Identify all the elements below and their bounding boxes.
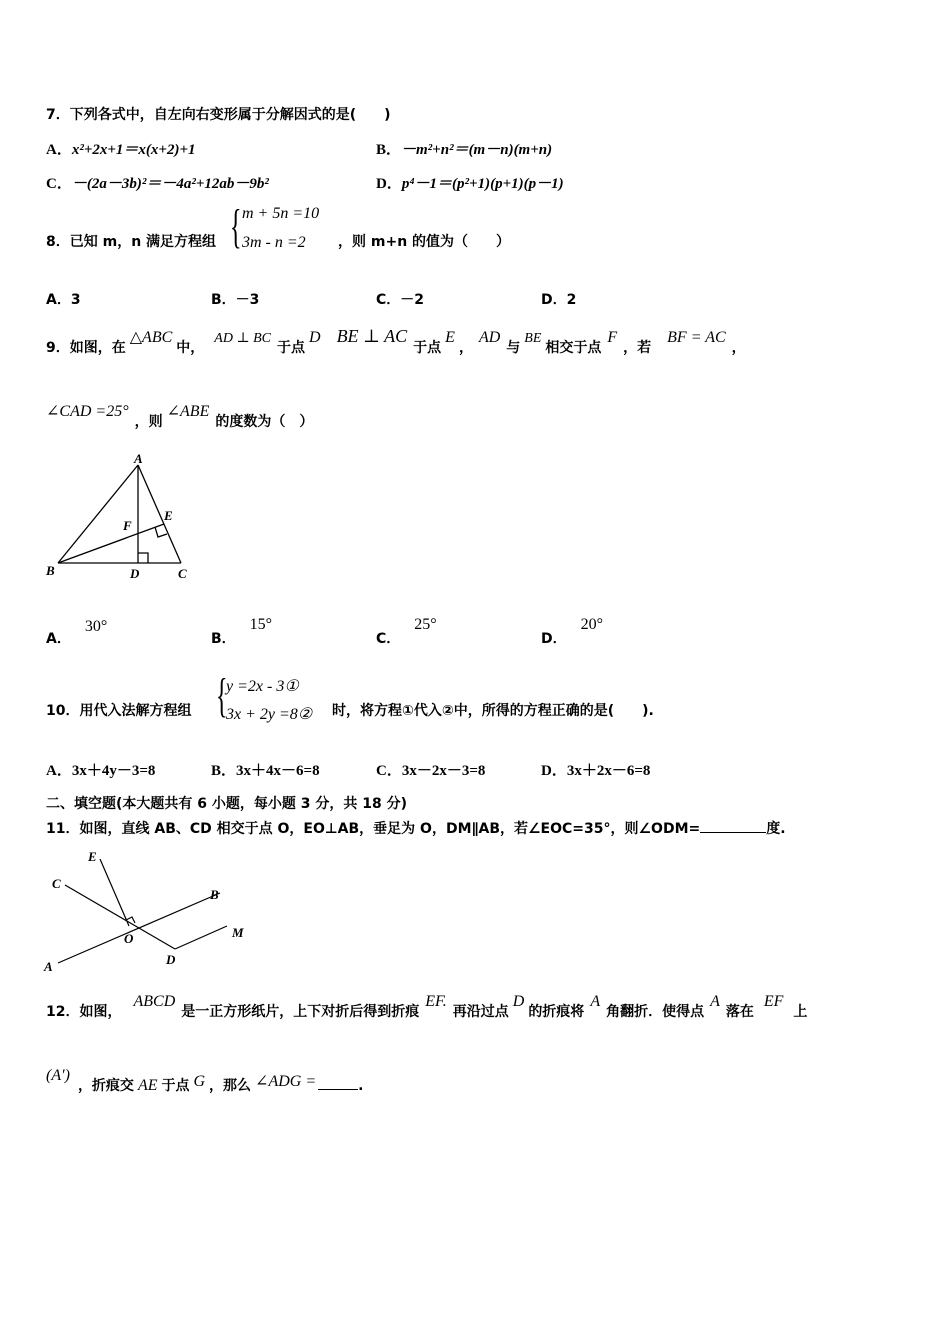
q12-text: 落在 <box>725 1004 754 1020</box>
option-label: D． <box>541 292 567 308</box>
q9-line-ac <box>138 465 181 563</box>
option-label: B． <box>376 142 402 158</box>
q12-text: 的折痕将 <box>528 1004 585 1020</box>
option-text: －2 <box>400 292 425 308</box>
q11-tail: 度. <box>766 821 786 837</box>
q9-text: ， <box>458 340 473 356</box>
q12-text: ，折痕交 <box>77 1078 134 1094</box>
option-text: 3x＋4y－3=8 <box>71 763 156 779</box>
q12-text: 12．如图， <box>46 1004 122 1020</box>
q12-math-ef2: EF <box>763 993 784 1010</box>
q10-option-c[interactable] <box>376 759 485 780</box>
option-label: C． <box>46 176 72 192</box>
q8-option-b[interactable] <box>211 289 259 309</box>
q9-option-d[interactable] <box>541 616 604 648</box>
q8-eq2: 3m - n =2 <box>242 234 306 251</box>
q9-label-a: A <box>134 451 143 466</box>
q11-label-c: C <box>52 876 61 891</box>
q12-math-angle-adg: ∠ADG = <box>255 1073 317 1090</box>
q10-eq2: 3x + 2y =8② <box>226 706 313 723</box>
option-text: 30° <box>84 618 108 635</box>
q12-text: 角翻折．使得点 <box>606 1004 705 1020</box>
q11-label-a: A <box>44 959 53 974</box>
q9-math-angle-abe: ∠ABE <box>166 403 210 420</box>
q11-text: 11．如图，直线 AB、CD 相交于点 O，EO⊥AB，垂足为 O，DM∥AB，若∠EOC=35°，则∠ODM= <box>46 821 701 837</box>
option-label: C． <box>376 763 402 779</box>
q11-line-eo <box>100 859 129 926</box>
option-label: B． <box>211 292 236 308</box>
q9-option-c[interactable] <box>376 616 437 648</box>
q11-label-d: D <box>166 952 176 967</box>
q7-option-b[interactable] <box>376 138 552 159</box>
q11-lines-figure <box>40 845 255 975</box>
option-text: 15° <box>249 616 273 633</box>
q9-math-bf-ac: BF = AC <box>667 329 726 346</box>
q8-prefix: 8．已知 m，n 满足方程组 <box>46 234 217 250</box>
option-text: －(2a－3b)²＝－4a²+12ab－9b² <box>71 176 269 192</box>
q10-option-b[interactable] <box>211 759 320 780</box>
q9-math-triangle: △ABC <box>129 329 173 346</box>
q9-math-be: BE <box>524 331 542 346</box>
q9-triangle-figure <box>40 450 200 585</box>
q10-option-a[interactable] <box>46 759 155 780</box>
q12-math-a2: A <box>710 993 720 1010</box>
q12-text: ，那么 <box>209 1078 252 1094</box>
q12-math-g: G <box>193 1073 206 1090</box>
option-text: －3 <box>235 292 260 308</box>
option-label: D． <box>541 763 567 779</box>
q7-stem: 7．下列各式中，自左向右变形属于分解因式的是( ) <box>46 107 391 123</box>
q10-brace: { <box>216 669 228 722</box>
q9-math-f: F <box>607 329 618 346</box>
option-label: D． <box>541 631 567 647</box>
q11-label-m: M <box>232 925 244 940</box>
q9-label-c: C <box>178 566 187 581</box>
q9-text: 相交于点 <box>545 340 602 356</box>
q11-label-o: O <box>124 931 134 946</box>
q11-label-b: B <box>210 887 219 902</box>
q10-eq1: y =2x - 3① <box>226 678 299 695</box>
q9-math-perp2: BE ⊥ AC <box>336 326 408 346</box>
q12-math-ef: EF. <box>425 993 447 1010</box>
q10-suffix: 时，将方程①代入②中，所得的方程正确的是( ). <box>332 703 654 719</box>
option-text: 3x－2x－3=8 <box>401 763 486 779</box>
q7-option-d[interactable] <box>376 172 564 193</box>
q8-eq1: m + 5n =10 <box>242 205 320 222</box>
option-label: B． <box>211 631 236 647</box>
q11-line-cd <box>65 885 175 949</box>
q9-math-d: D <box>309 329 321 346</box>
q9-label-b: B <box>46 563 55 578</box>
q9-math-e: E <box>445 329 455 346</box>
q9-math-ad: AD <box>478 329 501 346</box>
option-label: B． <box>211 763 237 779</box>
q8-option-c[interactable] <box>376 289 424 309</box>
option-label: D． <box>376 176 402 192</box>
option-label: C． <box>376 292 401 308</box>
q9-label-f: F <box>123 518 132 533</box>
option-text: 3 <box>70 292 81 308</box>
q12-text: 上 <box>793 1004 808 1020</box>
option-label: A． <box>46 763 72 779</box>
q9-text: 中， <box>176 340 205 356</box>
q9-label-d: D <box>130 566 140 581</box>
q9-stem-line1 <box>46 326 746 357</box>
option-text: p⁴－1＝(p²+1)(p+1)(p－1) <box>401 176 564 192</box>
q12-stem-line2 <box>46 1067 364 1095</box>
q11-stem <box>46 818 786 838</box>
option-text: 3x＋4x－6=8 <box>236 763 320 779</box>
q9-text: 于点 <box>413 340 442 356</box>
option-text: 25° <box>414 616 437 633</box>
option-text: 2 <box>566 292 577 308</box>
q7-option-a[interactable] <box>46 138 196 159</box>
q12-text: . <box>358 1078 364 1094</box>
q8-option-a[interactable] <box>46 289 81 309</box>
option-label: A． <box>46 292 71 308</box>
q9-math-angle-cad: ∠CAD =25° <box>46 403 129 420</box>
q8-suffix: ，则 m+n 的值为（ ） <box>338 234 511 250</box>
option-text: x²+2x+1＝x(x+2)+1 <box>71 142 196 158</box>
q12-stem-line1 <box>46 993 808 1021</box>
q7-option-c[interactable] <box>46 172 269 193</box>
q12-math-abcd: ABCD <box>133 993 176 1010</box>
q9-right-angle-d <box>138 553 148 563</box>
q9-text: 与 <box>506 340 521 356</box>
q9-text: 9．如图，在 <box>46 340 126 356</box>
option-text: 3x＋2x－6=8 <box>566 763 651 779</box>
q11-label-e: E <box>88 849 97 864</box>
option-text: －m²+n²＝(m－n)(m+n) <box>401 142 553 158</box>
q8-brace: { <box>230 200 242 253</box>
q9-text: 于点 <box>277 340 305 356</box>
q11-answer-blank[interactable] <box>700 832 766 833</box>
q9-math-perp1: AD ⊥ BC <box>214 331 271 346</box>
q10-prefix: 10．用代入法解方程组 <box>46 703 192 719</box>
option-label: C． <box>376 631 401 647</box>
option-label: A． <box>46 142 72 158</box>
q12-math-d: D <box>512 993 525 1010</box>
q9-stem-line2 <box>46 403 314 431</box>
q11-line-dm <box>175 926 227 949</box>
q12-math-a-prime: (A′) <box>46 1067 70 1084</box>
q12-math-ae: AE <box>137 1077 158 1094</box>
q12-text: 是一正方形纸片，上下对折后得到折痕 <box>181 1004 420 1020</box>
q9-text: 的度数为（ ） <box>215 414 314 430</box>
q12-text: 于点 <box>161 1078 190 1094</box>
q8-option-d[interactable] <box>541 289 576 309</box>
q9-text: ，若 <box>623 340 652 356</box>
option-text: 20° <box>580 616 604 633</box>
q9-option-b[interactable] <box>211 616 273 648</box>
q12-text: 再沿过点 <box>452 1004 509 1020</box>
q9-text: ，则 <box>134 414 163 430</box>
option-label: A． <box>46 631 71 647</box>
q12-answer-blank[interactable] <box>318 1089 358 1090</box>
q9-label-e: E <box>164 508 173 523</box>
q12-math-a: A <box>590 993 601 1010</box>
section2-title: 二、填空题(本大题共有 6 小题，每小题 3 分，共 18 分) <box>46 796 408 812</box>
q9-text: ， <box>731 340 746 356</box>
q9-option-a[interactable] <box>46 618 108 648</box>
q10-option-d[interactable] <box>541 759 650 780</box>
